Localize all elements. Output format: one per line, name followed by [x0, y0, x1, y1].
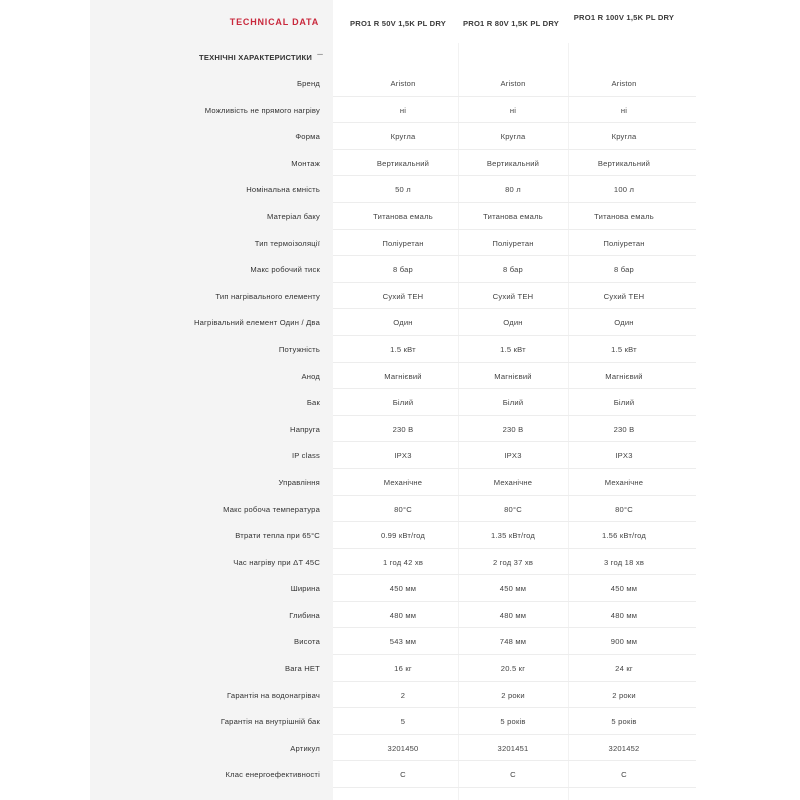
spec-value: C	[510, 770, 516, 780]
spec-label: Нагрівальний елемент Один / Два	[193, 318, 320, 328]
table-row	[90, 203, 696, 230]
spec-value: 3201451	[497, 743, 529, 753]
spec-value: Сухий ТЕН	[492, 291, 534, 301]
spec-value: 2 год 37 хв	[492, 557, 534, 567]
spec-value: 20.5 кг	[500, 664, 526, 674]
spec-label: Тип термоізоляції	[254, 238, 320, 248]
spec-value: ні	[509, 105, 517, 115]
spec-value: Поліуретан	[492, 238, 534, 248]
spec-value: 230 В	[392, 424, 414, 434]
spec-value: Ariston	[390, 79, 416, 88]
spec-label: Управління	[278, 477, 320, 487]
table-row	[90, 176, 696, 203]
spec-value: C	[621, 770, 627, 780]
section-title: TECHNICAL DATA	[229, 17, 319, 27]
spec-value: Вертикальний	[597, 158, 651, 168]
spec-value: 480 мм	[389, 610, 417, 620]
table-row	[90, 682, 696, 709]
spec-label: Гарантія на водонагрівач	[227, 690, 320, 700]
table-row	[90, 469, 696, 496]
spec-value: Сухий ТЕН	[382, 291, 424, 301]
spec-value: Магнієвий	[605, 371, 643, 381]
spec-value: 1 год 42 хв	[382, 557, 424, 567]
spec-label: Час нагріву при ΔT 45C	[233, 557, 320, 567]
spec-label: Глибина	[289, 610, 320, 620]
spec-value: Кругла	[500, 132, 526, 142]
spec-label: Клас енергоефективності	[225, 770, 320, 780]
spec-label: Форма	[295, 132, 320, 142]
spec-label: IP class	[291, 451, 320, 461]
spec-value: 8 бар	[614, 265, 634, 275]
table-row	[90, 602, 696, 629]
spec-value: Титанова емаль	[594, 211, 654, 221]
spec-label: Ширина	[290, 584, 320, 594]
spec-value: IPX3	[615, 451, 633, 461]
spec-value: 450 мм	[610, 584, 638, 594]
table-row	[90, 416, 696, 443]
spec-value: Один	[393, 318, 413, 328]
product-column-header: PRO1 R 50V 1,5K PL DRY	[350, 19, 446, 28]
spec-value: Титанова емаль	[373, 211, 433, 221]
spec-value: 8 бар	[393, 265, 413, 275]
spec-value: Вертикальний	[486, 158, 540, 168]
spec-label: Макс робоча температура	[223, 504, 320, 514]
table-row	[90, 496, 696, 523]
technical-data-table	[90, 0, 696, 800]
spec-value: Вертикальний	[376, 158, 430, 168]
spec-value: 3201452	[608, 743, 640, 753]
table-row	[90, 256, 696, 283]
spec-value: 3201450	[387, 743, 419, 753]
spec-value: Один	[503, 318, 523, 328]
spec-value: 480 мм	[499, 610, 527, 620]
product-column-header: PRO1 R 80V 1,5K PL DRY	[463, 19, 559, 28]
spec-label: Анод	[301, 371, 320, 381]
spec-label: Можливість не прямого нагріву	[204, 105, 320, 115]
spec-value: Магнієвий	[384, 371, 422, 381]
spec-label: Висота	[293, 637, 320, 647]
table-row	[90, 336, 696, 363]
spec-value: Механічне	[383, 477, 423, 487]
spec-value: Ariston	[500, 79, 526, 88]
spec-value: Кругла	[390, 132, 416, 142]
spec-value: ні	[620, 105, 628, 115]
spec-rows	[90, 70, 696, 788]
spec-value: 5 років	[500, 717, 526, 727]
spec-value: Ariston	[611, 79, 637, 88]
spec-value: 230 В	[502, 424, 524, 434]
table-row	[90, 575, 696, 602]
spec-label: Тип нагрівального елементу	[215, 291, 320, 301]
specs-section-header[interactable]	[90, 43, 696, 70]
spec-value: 80°C	[504, 504, 522, 514]
spec-value: 2 роки	[501, 690, 525, 700]
spec-value: Білий	[613, 398, 635, 408]
collapse-icon[interactable]: –	[317, 49, 323, 60]
spec-value: 900 мм	[610, 637, 638, 647]
spec-value: Механічне	[604, 477, 644, 487]
row-divider	[333, 787, 696, 788]
spec-value: IPX3	[504, 451, 522, 461]
table-row	[90, 70, 696, 97]
spec-label: Втрати тепла при 65°С	[235, 531, 320, 541]
spec-value: Механічне	[493, 477, 533, 487]
spec-value: 8 бар	[503, 265, 523, 275]
spec-value: IPX3	[394, 451, 412, 461]
table-row	[90, 150, 696, 177]
spec-value: 50 л	[395, 185, 411, 195]
product-column-header: PRO1 R 100V 1,5K PL DRY	[573, 13, 675, 22]
spec-value: 100 л	[613, 185, 635, 195]
spec-value: 5 років	[611, 717, 637, 727]
spec-value: 16 кг	[394, 664, 412, 674]
table-row	[90, 123, 696, 150]
table-row	[90, 230, 696, 257]
spec-value: 1.5 кВт	[611, 344, 637, 354]
table-row	[90, 97, 696, 124]
table-row	[90, 549, 696, 576]
table-row	[90, 309, 696, 336]
spec-value: 450 мм	[499, 584, 527, 594]
spec-label: Гарантія на внутрішній бак	[220, 717, 320, 727]
spec-value: Білий	[392, 398, 414, 408]
spec-value: Магнієвий	[494, 371, 532, 381]
spec-value: Сухий ТЕН	[603, 291, 645, 301]
spec-value: 480 мм	[610, 610, 638, 620]
spec-value: 3 год 18 хв	[603, 557, 645, 567]
table-row	[90, 389, 696, 416]
spec-value: Поліуретан	[382, 238, 424, 248]
spec-label: Бак	[306, 398, 320, 408]
spec-value: C	[400, 770, 406, 780]
spec-value: 2 роки	[612, 690, 636, 700]
spec-value: Поліуретан	[603, 238, 645, 248]
spec-value: 748 мм	[499, 637, 527, 647]
spec-label: Артикул	[290, 743, 320, 753]
spec-label: Бренд	[296, 79, 320, 88]
spec-value: 1.5 кВт	[390, 344, 416, 354]
table-header	[90, 0, 696, 43]
spec-value: 5	[400, 717, 406, 727]
spec-value: 450 мм	[389, 584, 417, 594]
table-row	[90, 442, 696, 469]
spec-value: 24 кг	[615, 664, 633, 674]
spec-label: Номінальна ємність	[246, 185, 320, 195]
spec-value: Один	[614, 318, 634, 328]
spec-label: Напруга	[290, 424, 320, 434]
table-row	[90, 735, 696, 762]
spec-value: ні	[399, 105, 407, 115]
spec-value: 0.99 кВт/год	[380, 531, 426, 541]
spec-value: 1.56 кВт/год	[601, 531, 647, 541]
spec-value: 543 мм	[389, 637, 417, 647]
spec-value: 230 В	[613, 424, 635, 434]
table-row	[90, 628, 696, 655]
table-row	[90, 522, 696, 549]
specs-section-label: ТЕХНІЧНІ ХАРАКТЕРИСТИКИ	[199, 53, 312, 62]
spec-label: Макс робочий тиск	[250, 265, 320, 275]
table-row	[90, 708, 696, 735]
spec-value: 80 л	[505, 185, 521, 195]
spec-value: Білий	[502, 398, 524, 408]
spec-label: Вага НЕТ	[284, 664, 320, 674]
table-row	[90, 363, 696, 390]
table-row	[90, 283, 696, 310]
spec-value: 1.5 кВт	[500, 344, 526, 354]
spec-label: Монтаж	[291, 158, 320, 168]
spec-value: 80°C	[615, 504, 633, 514]
spec-label: Матеріал баку	[267, 211, 320, 221]
spec-value: 80°C	[394, 504, 412, 514]
table-row	[90, 655, 696, 682]
table-row	[90, 761, 696, 788]
spec-value: 1.35 кВт/год	[490, 531, 536, 541]
spec-value: Кругла	[611, 132, 637, 142]
table-body	[90, 0, 696, 788]
spec-value: Титанова емаль	[483, 211, 543, 221]
spec-value: 2	[400, 690, 406, 700]
spec-label: Потужність	[278, 344, 320, 354]
